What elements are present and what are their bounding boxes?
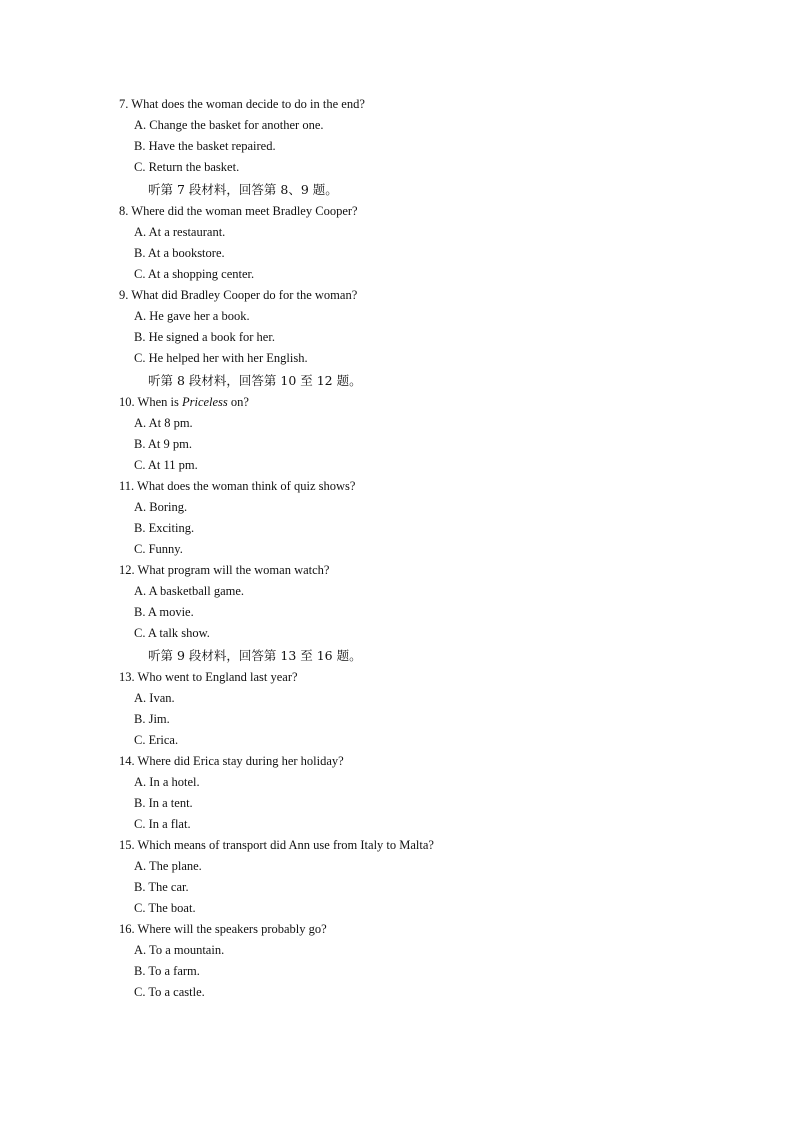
answer-option: C. Erica. (134, 733, 179, 747)
answer-option: A. At a restaurant. (134, 225, 226, 239)
question: 11. What does the woman think of quiz shows? (119, 479, 356, 493)
answer-option: B. The car. (134, 880, 189, 894)
answer-option: B. At a bookstore. (134, 246, 225, 260)
question-text: on? (227, 395, 249, 409)
question: 9. What did Bradley Cooper do for the woman? (119, 288, 358, 302)
answer-option: A. To a mountain. (134, 943, 225, 957)
answer-option: C. Funny. (134, 542, 183, 556)
question: 12. What program will the woman watch? (119, 563, 330, 577)
question (119, 392, 739, 413)
section-instruction: 听第 7 段材料，回答第 8、9 题。 (148, 182, 338, 197)
question: 7. What does the woman decide to do in the end? (119, 97, 365, 111)
question: 15. Which means of transport did Ann use from Italy to Malta? (119, 838, 434, 852)
answer-option: B. He signed a book for her. (134, 330, 275, 344)
listening-questions (119, 94, 739, 1003)
answer-option: A. In a hotel. (134, 775, 200, 789)
answer-option: A. The plane. (134, 859, 202, 873)
answer-option: A. A basketball game. (134, 584, 245, 598)
question: 16. Where will the speakers probably go? (119, 922, 327, 936)
question: 8. Where did the woman meet Bradley Cooper? (119, 204, 358, 218)
answer-option: A. Change the basket for another one. (134, 118, 324, 132)
question-text: 10. When is (119, 395, 182, 409)
answer-option: B. Exciting. (134, 521, 195, 535)
answer-option: C. At a shopping center. (134, 267, 255, 281)
answer-option: B. A movie. (134, 605, 194, 619)
program-title: Priceless (181, 395, 228, 409)
answer-option: B. Jim. (134, 712, 170, 726)
answer-option: C. The boat. (134, 901, 196, 915)
section-instruction: 听第 8 段材料，回答第 10 至 12 题。 (148, 373, 362, 388)
answer-option: B. At 9 pm. (134, 437, 192, 451)
question: 14. Where did Erica stay during her holiday? (119, 754, 344, 768)
question: 13. Who went to England last year? (119, 670, 298, 684)
answer-option: C. Return the basket. (134, 160, 240, 174)
answer-option: A. He gave her a book. (134, 309, 250, 323)
answer-option: C. A talk show. (134, 626, 210, 640)
answer-option: C. He helped her with her English. (134, 351, 308, 365)
answer-option: A. Boring. (134, 500, 188, 514)
answer-option: A. At 8 pm. (134, 416, 193, 430)
section-instruction: 听第 9 段材料，回答第 13 至 16 题。 (148, 648, 362, 663)
answer-option: C. In a flat. (134, 817, 191, 831)
answer-option: B. In a tent. (134, 796, 193, 810)
answer-option: A. Ivan. (134, 691, 175, 705)
answer-option: C. At 11 pm. (134, 458, 198, 472)
answer-option: B. Have the basket repaired. (134, 139, 276, 153)
answer-option: C. To a castle. (134, 985, 205, 999)
answer-option: B. To a farm. (134, 964, 200, 978)
